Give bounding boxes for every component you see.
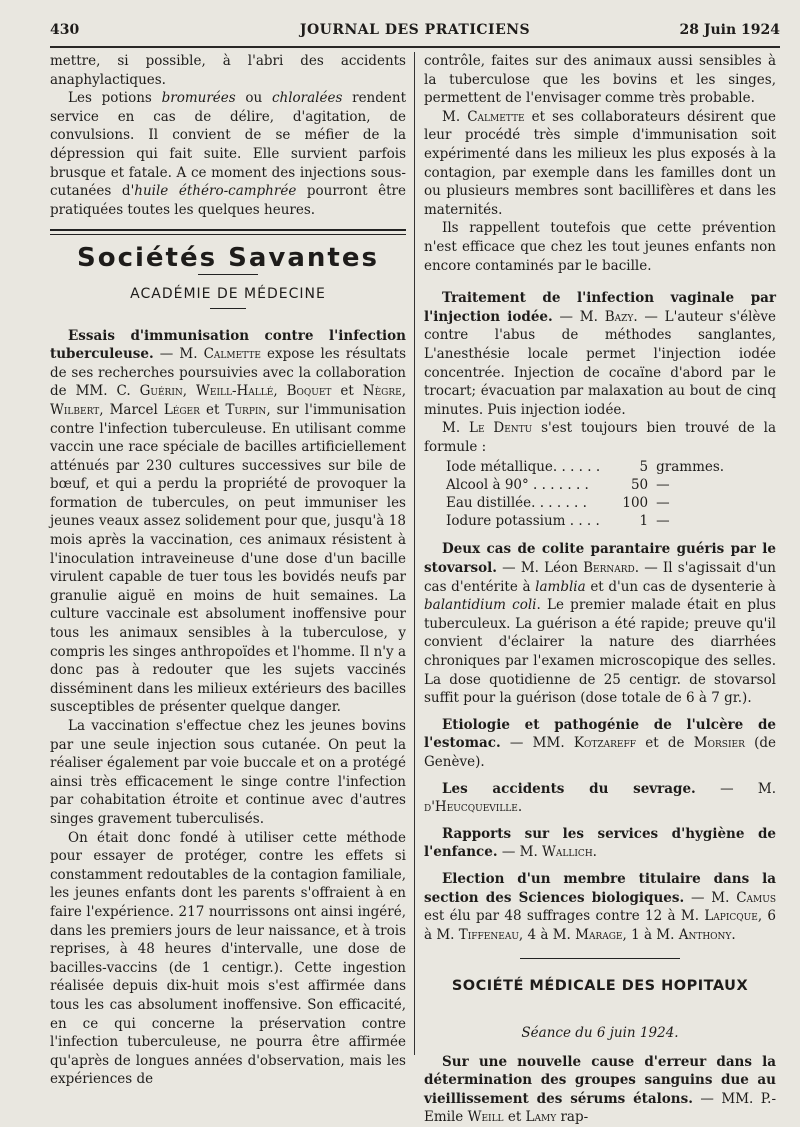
unit: — bbox=[656, 513, 670, 530]
author-name: Anthony bbox=[678, 926, 732, 943]
text-run: et de bbox=[635, 735, 694, 752]
author-name: Camus bbox=[736, 889, 776, 906]
text-run: et bbox=[331, 383, 363, 400]
text-run: . Le premier malade était en plus tuberculeux. La guérison a été rapide; preuve qu'il convient d'éclairer la nature des diarrhées chroniques par l'examen microscopique des selles. La dose quotidienne de 25 centigr. de stovarsol suffit pour la guérison (dose totale de 6 à 7 gr.). bbox=[424, 597, 776, 707]
author-name: Le Dentu bbox=[468, 420, 533, 437]
formula-row bbox=[442, 476, 728, 494]
text-run: . bbox=[592, 844, 597, 861]
left-column bbox=[50, 52, 406, 1088]
section-title: Sociétés Savantes bbox=[77, 243, 379, 274]
text-run: — M. bbox=[153, 346, 204, 363]
author-name: Nègre, Wilbert, bbox=[50, 383, 406, 418]
article-hygiene bbox=[424, 825, 776, 862]
text-run: expose les résultats de ses recherches poursuivies avec la collaboration de MM. C. bbox=[50, 346, 406, 400]
author-name: Calmette bbox=[203, 346, 261, 363]
article-bazy bbox=[424, 289, 776, 419]
divider bbox=[198, 274, 258, 275]
text-run: M. bbox=[442, 420, 469, 437]
text-run: et bbox=[199, 401, 226, 418]
article-heading: Traitement de l'infection vaginale par l'injection iodée. bbox=[424, 290, 776, 325]
page-header bbox=[50, 20, 780, 48]
author-name: Tiffeneau bbox=[458, 926, 519, 943]
text-run: , 6 à M. bbox=[424, 908, 777, 943]
text-run: pourront être pratiquées toutes les quelques heures. bbox=[50, 183, 406, 218]
author-name: Bernard bbox=[583, 560, 635, 577]
divider bbox=[520, 958, 680, 959]
quantity: 1 bbox=[639, 513, 649, 530]
text-run: , 4 à M. bbox=[518, 926, 576, 943]
article-heading: Les accidents du sevrage. bbox=[442, 780, 696, 797]
text-run: Les potions bbox=[68, 90, 162, 107]
ingredient: Eau distillée. . . . . . . bbox=[446, 495, 587, 512]
text-run: — M. bbox=[497, 844, 543, 861]
right-column bbox=[424, 52, 777, 1126]
paragraph: On était donc fondé à utiliser cette méthode pour essayer de protéger, contre les effets si constamment redoutables de la contagion familiale, les jeunes enfants dont les parents s'offraient à en faire l'expérience. 217 nourrissons ont ainsi ingéré, dans les premiers jours de leur naissance, et à trois reprises, à 48 heures d'intervalle, une dose de bacilles-vaccins (de 1 centigr.). Cette ingestion réalisée depuis dix-huit mois s'est affirmée dans tous les cas absolument inoffensive. Son efficacité, en ce qui concerne la préservation contre l'infection tuberculeuse, ne pourra être affirmée qu'après de longues années d'observation, mais les expériences de bbox=[50, 829, 406, 1088]
quantity: 50 bbox=[630, 477, 649, 494]
italic-term: bromurées bbox=[161, 90, 236, 107]
article-calmette bbox=[50, 327, 406, 717]
journal-title: JOURNAL DES PRATICIENS bbox=[299, 22, 531, 38]
ingredient: Iodure potassium . . . . bbox=[446, 513, 600, 530]
author-name: Morsier bbox=[693, 735, 745, 752]
italic-term: lamblia bbox=[535, 578, 586, 595]
text-run: s'est toujours bien trouvé de la formule : bbox=[424, 420, 777, 455]
unit: — bbox=[656, 495, 670, 512]
author-name: Calmette bbox=[467, 108, 525, 125]
text-run: — M. Léon bbox=[496, 560, 584, 577]
paragraph: Ils rappellent toutefois que cette prévention n'est efficace que chez les tout jeunes enfants non encore contaminés par le bacille. bbox=[424, 220, 776, 274]
paragraph: mettre, si possible, à l'abri des accidents anaphylactiques. bbox=[50, 53, 406, 88]
paragraph bbox=[50, 89, 406, 219]
unit: — bbox=[656, 477, 670, 494]
text-run: est élu par 48 suffrages contre 12 à M. bbox=[424, 908, 705, 925]
text-run: (de Genève). bbox=[424, 735, 777, 770]
author-name: d'Heucqueville. bbox=[424, 799, 523, 816]
italic-term: chloralées bbox=[271, 90, 343, 107]
quantity: 100 bbox=[622, 495, 649, 512]
author-name: Bazy bbox=[604, 308, 634, 325]
author-name: Léger bbox=[163, 401, 200, 418]
paragraph bbox=[424, 108, 776, 220]
column-divider bbox=[414, 52, 415, 1055]
divider bbox=[210, 308, 246, 309]
italic-term: balantidium coli bbox=[424, 597, 537, 614]
text-run: — MM. P.-Emile bbox=[424, 1090, 777, 1126]
page-number: 430 bbox=[50, 22, 80, 38]
ingredient: Alcool à 90° . . . . . . . bbox=[446, 477, 589, 494]
text-run: . — L'auteur s'élève contre l'abus de méthodes sanglantes, L'anesthésie locale permet l'injection iodée concentrée. Injection de cocaïne d'abord par le trocart; évacuation par malaxation au bout de cinq minutes. Puis injection iodée. bbox=[424, 308, 776, 418]
academy-heading: ACADÉMIE DE MÉDECINE bbox=[130, 285, 326, 302]
text-run: M. bbox=[442, 108, 468, 125]
text-run: — M. bbox=[552, 308, 605, 325]
article-sevrage bbox=[424, 780, 776, 817]
text-run: ou bbox=[235, 90, 272, 107]
issue-date: 28 Juin 1924 bbox=[679, 22, 780, 38]
article-election bbox=[424, 870, 776, 944]
author-name: Wallich bbox=[542, 844, 593, 861]
text-run: — M. bbox=[695, 780, 777, 797]
author-name: Guérin, Weill-Hallé, Boquet bbox=[139, 383, 332, 400]
author-name: Weill bbox=[467, 1109, 504, 1126]
text-run: , 1 à M. bbox=[622, 926, 679, 943]
article-heading: Rapports sur les services d'hygiène de l'enfance. bbox=[424, 825, 776, 861]
article-heading: Election d'un membre titulaire dans la section des Sciences biologiques. bbox=[424, 870, 776, 906]
text-run: , sur l'immunisation contre l'infection tuberculeuse. En utilisant comme vaccin une race spéciale de bacilles artificiellement atténués par 230 cultures successives sur bile de bœuf, et qui a perdu la propriété de provoquer la formation de tubercules, on peut immuniser les jeunes veaux assez solidement pour que, jusqu'à 18 mois après la vaccination, ces animaux résistent à l'inoculation intraveineuse d'une dose d'un bacille virulent capable de tuer tous les bovidés neufs par granulie aiguë en moins de huit semaines. La culture vaccinale est absolument inoffensive pour tous les animaux sensibles à la tuberculose, y compris les singes anthropoïdes et l'homme. Il n'y a donc pas à redouter que les sujets vaccinés disséminent dans les milieux extérieurs des bacilles susceptibles de présenter quelque danger. bbox=[50, 401, 406, 716]
text-run: . — Il s'agissait d'un cas d'entérite à bbox=[424, 560, 776, 595]
italic-term: huile éthéro-camphrée bbox=[134, 183, 297, 200]
unit: grammes. bbox=[656, 459, 725, 476]
article-heading: Essais d'immunisation contre l'infection tuberculeuse. bbox=[50, 327, 406, 363]
text-run: — MM. bbox=[500, 735, 574, 752]
text-run: et ses collaborateurs désirent que leur procédé très simple d'immunisation soit expérimenté dans les milieux les plus exposés à la contagion, par exemple dans les familles dont un ou plusieurs membres sont bacillifères et dans les maternités. bbox=[424, 108, 776, 218]
article-bernard bbox=[424, 540, 776, 707]
article-heading: Etiologie et pathogénie de l'ulcère de l'estomac. bbox=[424, 716, 776, 752]
society-heading: SOCIÉTÉ MÉDICALE DES HOPITAUX bbox=[451, 978, 749, 995]
author-name: Kotzareff bbox=[573, 735, 636, 752]
formula-row bbox=[442, 512, 728, 530]
author-name: Lamy bbox=[525, 1109, 557, 1126]
text-run: Marcel bbox=[103, 401, 164, 418]
section-rule bbox=[50, 229, 406, 235]
formula-row bbox=[442, 458, 728, 476]
quantity: 5 bbox=[639, 459, 649, 476]
author-name: Lapicque bbox=[704, 908, 758, 925]
text-run: et bbox=[503, 1109, 526, 1126]
article-heading: Deux cas de colite parantaire guéris par le stovarsol. bbox=[424, 541, 776, 577]
article-heading: Sur une nouvelle cause d'erreur dans la détermination des groupes sanguins due au vieillissement des sérums étalons. bbox=[424, 1053, 776, 1107]
author-name: Turpin bbox=[225, 401, 267, 418]
article-groupes-sanguins bbox=[424, 1053, 776, 1127]
text-run: . bbox=[731, 926, 736, 943]
paragraph: contrôle, faites sur des animaux aussi sensibles à la tuberculose que les bovins et les singes, permettent de l'envisager comme très probable. bbox=[424, 53, 776, 107]
paragraph: La vaccination s'effectue chez les jeunes bovins par une seule injection sous cutanée. On peut la réaliser également par voie buccale et on a protégé ainsi très efficacement le singe contre l'infection par cohabitation étroite et continue avec d'autres singes gravement tuberculisés. bbox=[50, 718, 406, 827]
paragraph bbox=[424, 419, 776, 456]
text-run: et d'un cas de dysenterie à bbox=[585, 578, 776, 595]
text-run: — M. bbox=[684, 889, 737, 906]
text-run: rap- bbox=[556, 1109, 589, 1126]
session-date: Séance du 6 juin 1924. bbox=[521, 1024, 679, 1041]
text-run: rendent service en cas de délire, d'agitation, de convulsions. Il convient de se méfier de la dépression qui fait suite. Elle survient parfois brusque et fatale. A ce moment des injections sous-cutanées d' bbox=[50, 90, 406, 200]
formula-table bbox=[442, 458, 728, 530]
article-ulcere bbox=[424, 716, 776, 772]
author-name: Marage bbox=[575, 926, 623, 943]
ingredient: Iode métallique. . . . . . bbox=[446, 459, 601, 476]
formula-row bbox=[442, 494, 728, 512]
